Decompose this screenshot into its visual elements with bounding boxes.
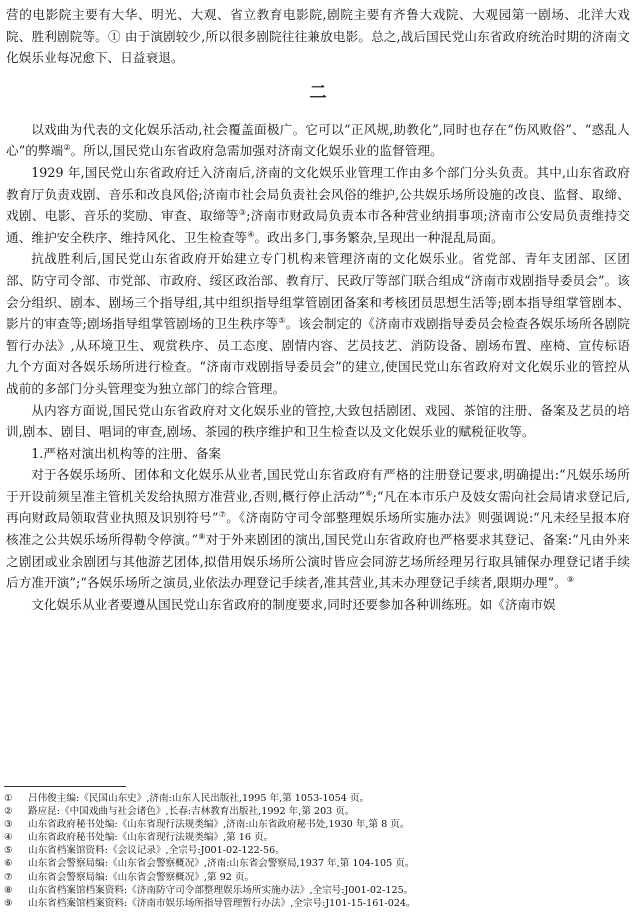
footnote-mark: ② <box>4 806 13 818</box>
paragraph <box>6 162 630 248</box>
footnote-item <box>4 805 628 818</box>
footnote-text: 路应昆:《中国戏曲与社会诸色》,长春:吉林教育出版社,1992 年,第 203 页。 <box>28 806 355 818</box>
footnote-reference[interactable]: ⑦ <box>218 510 227 520</box>
subsection-heading <box>6 443 630 465</box>
text-run: 。所以,国民党山东省政府急需加强对济南文化娱乐业的监督管理。 <box>70 143 443 159</box>
text-run: 以戏曲为代表的文化娱乐活动,社会覆盖面极广。它可以“正风规,助教化”,同时也存在“伤风败俗”、“惑乱人心”的弊端 <box>6 121 630 159</box>
paragraph <box>6 464 630 594</box>
footnote-mark: ⑨ <box>4 897 13 909</box>
body-text <box>6 4 630 615</box>
paragraph <box>6 119 630 162</box>
footnote-reference[interactable]: ⑤ <box>278 315 286 325</box>
footnote-reference[interactable]: ⑨ <box>566 575 575 585</box>
footnote-mark: ① <box>4 793 13 804</box>
footnote-text: 山东省政府秘书处编:《山东省现行法规类编》,济南:山东省政府秘书处,1930 年,第 8 页。 <box>28 819 410 831</box>
paragraph <box>6 4 630 69</box>
footnotes <box>4 792 628 910</box>
text-run: 抗战胜利后,国民党山东省政府开始建立专门机构来管理济南的文化娱乐业。省党部、青年支团部、区团部、防守司令部、市党部、市政府、绥区政治部、教育厅、民政厅等部门联合组成“济南市戏剧指导委员会”。该会分组织、剧本、剧场三个指导组,其中组织指导组掌管剧团备案和考核团员思想生活等;剧本指导组掌管剧本、影片的审查等;剧场指导组掌管剧场的卫生秩序等 <box>6 251 630 332</box>
text-run: 对于外来剧团的演出,国民党山东省政府也严格要求其登记、备案:“凡由外来之剧团或业余剧团与其他游艺团体,拟借用娱乐场所公演时皆应会同游艺场所经理另行取具铺保办理登记诸手续后方准开演”;“各娱乐场所之演员,业依法办理登记手续者,准其营业,其未办理登记手续者,限期办理”。 <box>6 532 630 591</box>
footnote-mark: ⑧ <box>4 884 13 896</box>
text-run: 由于演剧较少,所以很多剧院往往兼放电影。总之,战后国民党山东省政府统治时期的济南文化娱乐业每况愈下、日益衰退。 <box>6 28 630 66</box>
text-run: 1.严格对演出机构等的注册、备案 <box>31 445 222 461</box>
footnote-text: 山东省档案馆档案资料:《济南市娱乐场所指导管理暂行办法》,全宗号:J101-15-161-024。 <box>28 897 416 909</box>
footnote-item <box>4 792 628 805</box>
footnote-text: 山东省档案馆资料:《会议记录》,全宗号:J001-02-122-56。 <box>28 845 285 857</box>
footnote-item <box>4 884 628 897</box>
footnote-reference[interactable]: ② <box>63 143 71 153</box>
footnote-reference[interactable]: ④ <box>247 229 255 239</box>
paragraph <box>6 248 630 399</box>
footnote-mark: ③ <box>4 819 13 831</box>
section-heading <box>6 81 630 105</box>
text-run: 1929 年,国民党山东省政府迁入济南后,济南的文化娱乐业管理工作由多个部门分头负责。其中,山东省政府教育厅负责戏剧、音乐和改良风俗;济南市社会局负责社会风俗的维护,公共娱乐场所设施的改良、监督、取缔、戏剧、电影、音乐的奖励、审查、取缔等 <box>6 164 630 224</box>
footnote-reference[interactable]: ⑧ <box>198 531 206 541</box>
text-run: ① <box>107 28 121 44</box>
footnote-item <box>4 818 628 831</box>
footnote-text: 山东省会警察局编:《山东省会警察概况》,第 92 页。 <box>28 871 255 883</box>
footnote-item <box>4 831 628 844</box>
text-run: ;济南市财政局负责本市各种营业纳捐事项;济南市公安局负责维持交通、维护安全秩序、维持风化、卫生检查等 <box>6 208 630 245</box>
paragraph <box>6 594 630 616</box>
text-run: 。《济南防守司令部整理娱乐场所实施办法》则强调说:“凡未经呈报本府核准之公共娱乐场所得勒令停演。” <box>6 510 630 548</box>
footnote-divider <box>4 786 126 787</box>
footnote-text: 山东省政府秘书处编:《山东省现行法规类编》,第 16 页。 <box>28 832 274 844</box>
text-run: 。政出多门,事务繁杂,呈现出一种混乱局面。 <box>254 229 504 245</box>
footnote-text: 山东省会警察局编:《山东省会警察概况》,济南:山东省会警察局,1937 年,第 104-105 页。 <box>28 858 415 870</box>
text-run: 营的电影院主要有大华、明光、大观、省立教育电影院,剧院主要有齐鲁大戏院、大观园第一剧场、北洋大戏院、胜利剧院等。 <box>6 7 630 44</box>
footnote-mark: ⑤ <box>4 845 13 857</box>
footnote-mark: ④ <box>4 832 13 844</box>
footnote-reference[interactable]: ③ <box>238 207 247 217</box>
text-run: 。该会制定的《济南市戏剧指导委员会检查各娱乐场所各剧院暂行办法》,从环境卫生、观赏秩序、员工态度、剧情内容、艺员技艺、消防设备、剧场布置、座椅、宣传标语九个方面对各娱乐场所进行检查。“济南市戏剧指导委员会”的建立,使国民党山东省政府对文化娱乐业的管控从战前的多部门分头管理变为独立部门的综合管理。 <box>6 316 630 396</box>
footnote-item <box>4 897 628 910</box>
text-run: 二 <box>309 82 327 103</box>
footnote-item <box>4 871 628 884</box>
text-run: 对于各娱乐场所、团体和文化娱乐从业者,国民党山东省政府有严格的注册登记要求,明确提出:“凡娱乐场所于开设前须呈准主管机关发给执照方准营业,否则,概行停止活动” <box>6 467 630 504</box>
footnote-item <box>4 857 628 870</box>
text-run: ;“凡在本市乐户及妓女需向社会局请求登记后,再向财政局领取营业执照及识别符号” <box>6 488 630 526</box>
text-run: 文化娱乐从业者要遵从国民党山东省政府的制度要求,同时还要参加各种训练班。如《济南市娱 <box>31 596 556 612</box>
footnote-reference[interactable]: ⑥ <box>365 488 373 498</box>
footnote-text: 山东省档案馆档案资料:《济南防守司令部整理娱乐场所实施办法》,全宗号:J001-02-125。 <box>28 884 414 896</box>
text-run: 从内容方面说,国民党山东省政府对文化娱乐业的管控,大致包括剧团、戏园、茶馆的注册、备案及艺员的培训,剧本、剧目、唱词的审查,剧场、茶园的秩序维护和卫生检查以及文化娱乐业的赋税征收等。 <box>6 402 630 440</box>
footnote-mark: ⑥ <box>4 858 13 870</box>
footnote-item <box>4 844 628 857</box>
paragraph <box>6 400 630 443</box>
footnote-mark: ⑦ <box>4 871 13 883</box>
footnote-text: 吕伟俊主编:《民国山东史》,济南:山东人民出版社,1995 年,第 1053-1054 页。 <box>28 793 370 804</box>
